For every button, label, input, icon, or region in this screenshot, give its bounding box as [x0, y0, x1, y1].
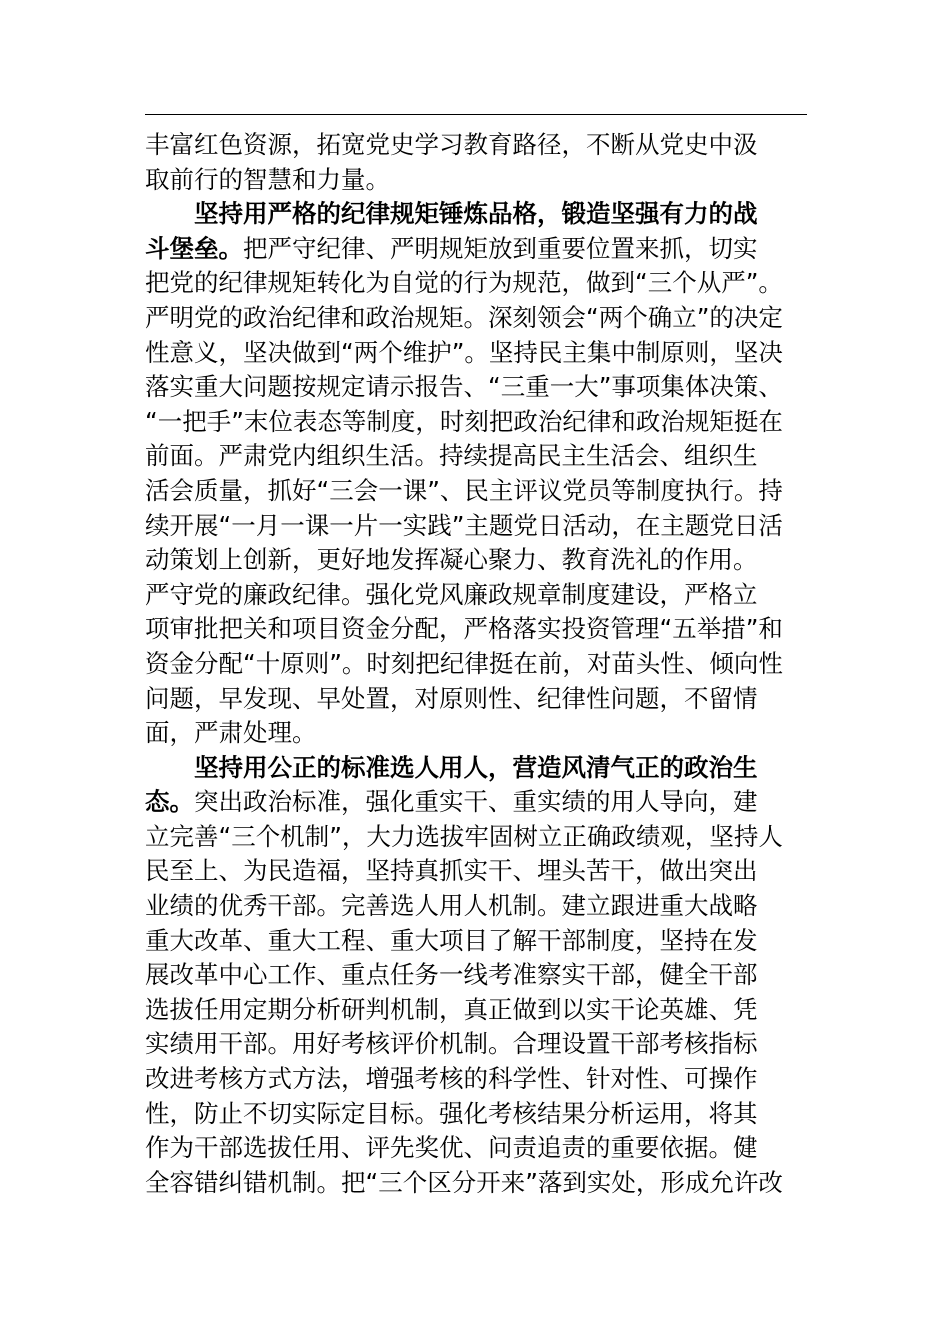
- body-text: 项审批把关和项目资金分配，严格落实投资管理“五举措”和: [145, 614, 783, 644]
- body-text: 重大改革、重大工程、重大项目了解干部制度，坚持在发: [145, 925, 758, 955]
- body-text: 面，严肃处理。: [145, 718, 317, 748]
- body-text: 把党的纪律规矩转化为自觉的行为规范，做到“三个从严”。: [145, 268, 783, 298]
- text-line: [145, 336, 809, 371]
- body-text: 选拔任用定期分析研判机制，真正做到以实干论英雄、凭: [145, 994, 758, 1024]
- text-line: [145, 301, 809, 336]
- body-text: 立完善“三个机制”，大力选拔牢固树立正确政绩观，坚持人: [145, 821, 783, 851]
- body-text: “一把手”末位表态等制度，时刻把政治纪律和政治规矩挺在: [145, 406, 783, 436]
- body-text: 业绩的优秀干部。完善选人用人机制。建立跟进重大战略: [145, 891, 758, 921]
- document-body: [145, 128, 809, 1200]
- text-line: [145, 1166, 809, 1201]
- text-line: [145, 1097, 809, 1132]
- text-line: [145, 682, 809, 717]
- text-line: [145, 751, 809, 786]
- body-text: 落实重大问题按规定请示报告、“三重一大”事项集体决策、: [145, 372, 783, 402]
- header-rule: [145, 114, 807, 115]
- text-line: [145, 820, 809, 855]
- body-text: 取前行的智慧和力量。: [145, 164, 390, 194]
- text-line: [145, 612, 809, 647]
- body-text: 严守党的廉政纪律。强化党风廉政规章制度建设，严格立: [145, 579, 758, 609]
- text-line: [145, 1027, 809, 1062]
- text-line: [145, 785, 809, 820]
- text-line: [145, 1062, 809, 1097]
- body-text: 改进考核方式方法，增强考核的科学性、针对性、可操作: [145, 1064, 758, 1094]
- text-line: [145, 197, 809, 232]
- bold-heading-text: 斗堡垒。: [145, 233, 243, 263]
- body-text: 实绩用干部。用好考核评价机制。合理设置干部考核指标: [145, 1029, 758, 1059]
- body-text: 问题，早发现、早处置，对原则性、纪律性问题，不留情: [145, 683, 758, 713]
- text-line: [145, 647, 809, 682]
- text-line: [145, 924, 809, 959]
- body-text: 把严守纪律、严明规矩放到重要位置来抓，切实: [243, 233, 758, 263]
- body-text: 性，防止不切实际定目标。强化考核结果分析运用，将其: [145, 1098, 758, 1128]
- text-line: [145, 405, 809, 440]
- text-line: [145, 474, 809, 509]
- text-line: [145, 543, 809, 578]
- text-line: [145, 128, 809, 163]
- text-line: [145, 509, 809, 544]
- text-line: [145, 163, 809, 198]
- text-line: [145, 266, 809, 301]
- text-line: [145, 993, 809, 1028]
- text-line: [145, 439, 809, 474]
- text-line: [145, 716, 809, 751]
- text-line: [145, 370, 809, 405]
- body-text: 作为干部选拔任用、评先奖优、问责追责的重要依据。健: [145, 1133, 758, 1163]
- text-line: [145, 232, 809, 267]
- body-text: 突出政治标准，强化重实干、重实绩的用人导向，建: [194, 787, 758, 817]
- bold-heading-text: 坚持用严格的纪律规矩锤炼品格，锻造坚强有力的战: [194, 199, 758, 229]
- body-text: 丰富红色资源，拓宽党史学习教育路径，不断从党史中汲: [145, 130, 758, 159]
- body-text: 展改革中心工作、重点任务一线考准察实干部，健全干部: [145, 960, 758, 990]
- text-line: [145, 1131, 809, 1166]
- body-text: 前面。严肃党内组织生活。持续提高民主生活会、组织生: [145, 441, 758, 471]
- text-line: [145, 889, 809, 924]
- body-text: 民至上、为民造福，坚持真抓实干、埋头苦干，做出突出: [145, 856, 758, 886]
- bold-heading-text: 态。: [145, 787, 194, 817]
- body-text: 全容错纠错机制。把“三个区分开来”落到实处，形成允许改: [145, 1167, 783, 1197]
- bold-heading-text: 坚持用公正的标准选人用人，营造风清气正的政治生: [194, 752, 758, 782]
- text-line: [145, 958, 809, 993]
- body-text: 性意义，坚决做到“两个维护”。坚持民主集中制原则，坚决: [145, 337, 783, 367]
- text-line: [145, 578, 809, 613]
- body-text: 资金分配“十原则”。时刻把纪律挺在前，对苗头性、倾向性: [145, 648, 783, 678]
- body-text: 续开展“一月一课一片一实践”主题党日活动，在主题党日活: [145, 510, 783, 540]
- body-text: 严明党的政治纪律和政治规矩。深刻领会“两个确立”的决定: [145, 302, 783, 332]
- body-text: 动策划上创新，更好地发挥凝心聚力、教育洗礼的作用。: [145, 545, 758, 575]
- body-text: 活会质量，抓好“三会一课”、民主评议党员等制度执行。持: [145, 475, 783, 505]
- text-line: [145, 854, 809, 889]
